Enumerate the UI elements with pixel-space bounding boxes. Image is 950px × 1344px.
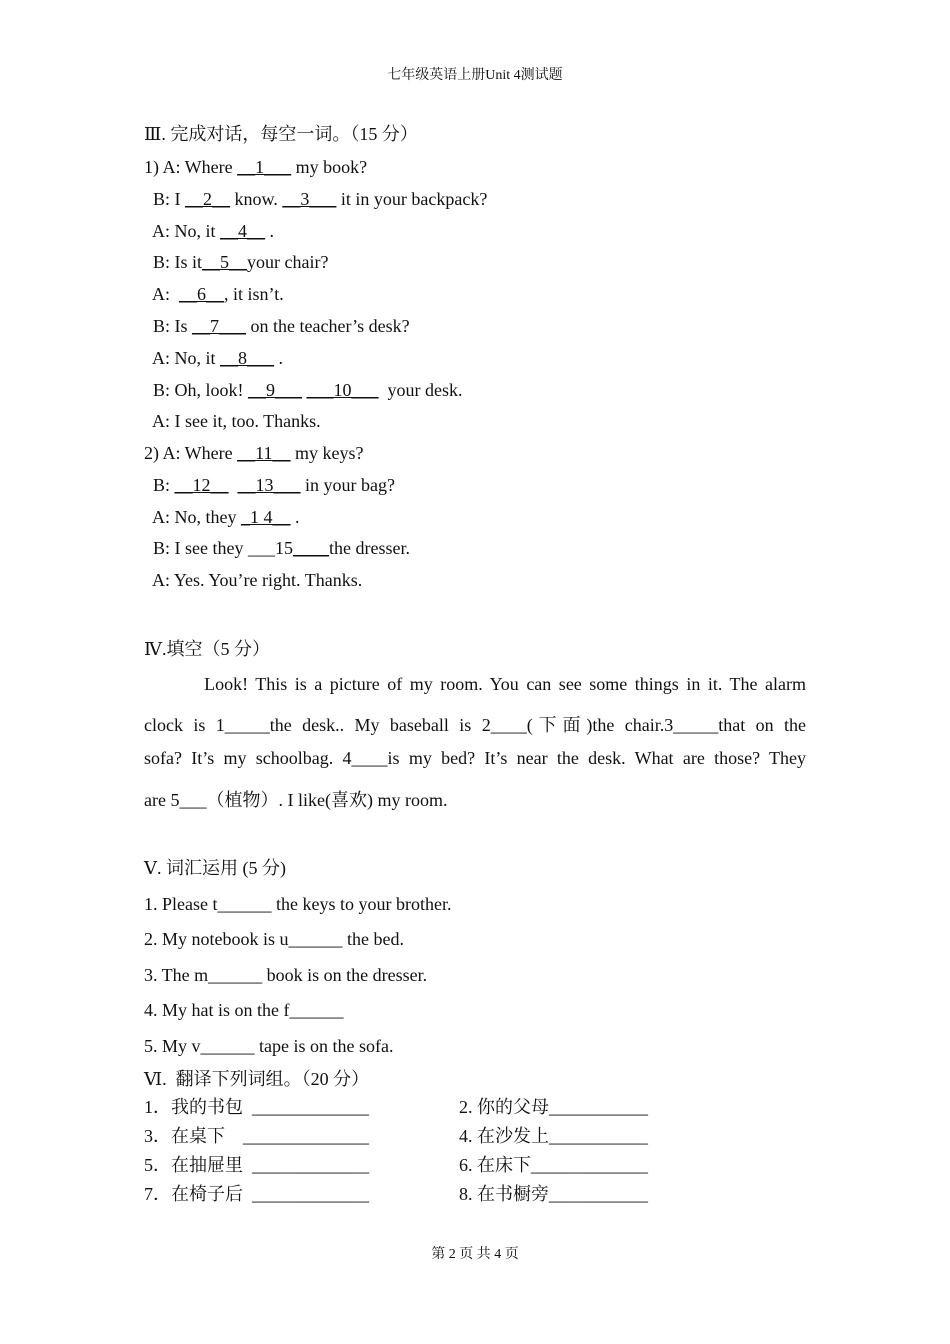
dialog-line [144, 220, 274, 242]
dialog-text: , it isn’t. [224, 284, 284, 305]
dialog-text: B: Is it [144, 252, 203, 273]
vocab-item: 5. My v______ tape is on the sofa. [144, 1036, 394, 1056]
vocab-item: 2. My notebook is u______ the bed. [144, 929, 404, 949]
dialog-text: on the teacher’s desk? [246, 316, 410, 336]
section-4-line-4: are 5___（植物）. I like(喜欢) my room. [144, 790, 448, 810]
page-header: 七年级英语上册Unit 4测试题 [387, 68, 563, 83]
answer-blank[interactable]: __13___ [237, 474, 301, 495]
section-4-line-3: sofa? It’s my schoolbag. 4____is my bed? It’s near the desk. What are those? They [144, 748, 806, 768]
dialog-text: A: Yes. You’re right. Thanks. [144, 570, 363, 591]
dialog-text: know. [230, 188, 283, 209]
translate-item: 4. 在沙发上___________ [459, 1126, 648, 1146]
vocab-item: 4. My hat is on the f______ [144, 1000, 344, 1020]
section-6-title: Ⅵ. 翻译下列词组。（20 分） [144, 1069, 370, 1089]
section-5-title: Ⅴ. 词汇运用 (5 分) [144, 858, 286, 878]
answer-blank[interactable]: _1 4__ [241, 506, 291, 527]
dialog-text: my book? [291, 157, 368, 177]
dialog-text: B: [144, 474, 175, 495]
dialog-text: . [274, 347, 284, 368]
translate-item: 1．我的书包 _____________ [144, 1097, 369, 1117]
dialog-text: B: Is [144, 316, 193, 336]
answer-blank[interactable]: ____ [292, 538, 329, 559]
dialog-line [144, 283, 284, 305]
dialog-text: 2) A: Where [144, 443, 238, 463]
page-footer: 第 2 页 共 4 页 [431, 1247, 519, 1262]
answer-blank[interactable]: __2__ [185, 188, 231, 209]
dialog-text: your desk. [378, 379, 463, 400]
dialog-text: 1) A: Where [144, 157, 238, 177]
dialog-text: it in your backpack? [336, 188, 488, 209]
dialog-text [229, 475, 238, 495]
answer-blank[interactable]: __1___ [237, 157, 292, 177]
dialog-line [144, 506, 300, 528]
dialog-text: B: I see they ___15 [144, 538, 293, 559]
vocab-item: 1. Please t______ the keys to your brother. [144, 894, 452, 914]
dialog-line [144, 442, 363, 464]
dialog-text: B: I [144, 188, 186, 209]
section-4-title: Ⅳ.填空（5 分） [144, 639, 270, 659]
dialog-line [144, 410, 321, 432]
answer-blank[interactable]: ___10___ [306, 379, 379, 400]
dialog-line [144, 379, 463, 401]
dialog-text: the dresser. [328, 538, 410, 559]
translate-item: 5．在抽屉里 _____________ [144, 1155, 369, 1175]
translate-item: 7．在椅子后 _____________ [144, 1184, 369, 1204]
dialog-text: A: No, they [144, 506, 241, 527]
answer-blank[interactable]: __7___ [192, 316, 247, 336]
dialog-text: B: Oh, look! [144, 379, 249, 400]
dialog-line [144, 537, 410, 559]
translate-item: 3．在桌下 ______________ [144, 1126, 369, 1146]
answer-blank[interactable]: __6__ [179, 284, 225, 305]
dialog-text: A: I see it, too. Thanks. [144, 411, 321, 432]
section-4-line-1: Look! This is a picture of my room. You can see some things in it. The alarm [144, 674, 806, 694]
translate-item: 6. 在床下_____________ [459, 1155, 648, 1175]
answer-blank[interactable]: __9___ [248, 379, 303, 400]
translate-item: 2. 你的父母___________ [459, 1097, 648, 1117]
dialog-text: A: No, it [144, 347, 221, 368]
dialog-text: my keys? [290, 443, 364, 463]
answer-blank[interactable]: __8___ [220, 347, 275, 368]
dialog-text: . [290, 506, 300, 527]
section-4-line-2: clock is 1_____the desk.. My baseball is 2____(下面)the chair.3_____that on the [144, 715, 806, 735]
answer-blank[interactable]: __3___ [282, 188, 337, 209]
section-3-title: Ⅲ. 完成对话，每空一词。（15 分） [144, 124, 418, 144]
answer-blank[interactable]: __5__ [202, 252, 248, 273]
dialog-text: . [265, 220, 275, 241]
dialog-text: A: [144, 284, 180, 305]
dialog-text: in your bag? [300, 474, 395, 495]
dialog-line [144, 347, 283, 369]
translate-item: 8. 在书橱旁___________ [459, 1184, 648, 1204]
dialog-line [144, 315, 410, 337]
dialog-line [144, 569, 362, 591]
dialog-line [144, 251, 328, 273]
vocab-item: 3. The m______ book is on the dresser. [144, 965, 428, 985]
answer-blank[interactable]: __11__ [237, 443, 291, 463]
answer-blank[interactable]: __4__ [220, 220, 266, 241]
answer-blank[interactable]: __12__ [174, 474, 229, 495]
dialog-line [144, 474, 395, 496]
dialog-line [144, 156, 367, 178]
dialog-text: A: No, it [144, 220, 221, 241]
dialog-line [144, 188, 487, 210]
dialog-text: your chair? [247, 252, 329, 273]
